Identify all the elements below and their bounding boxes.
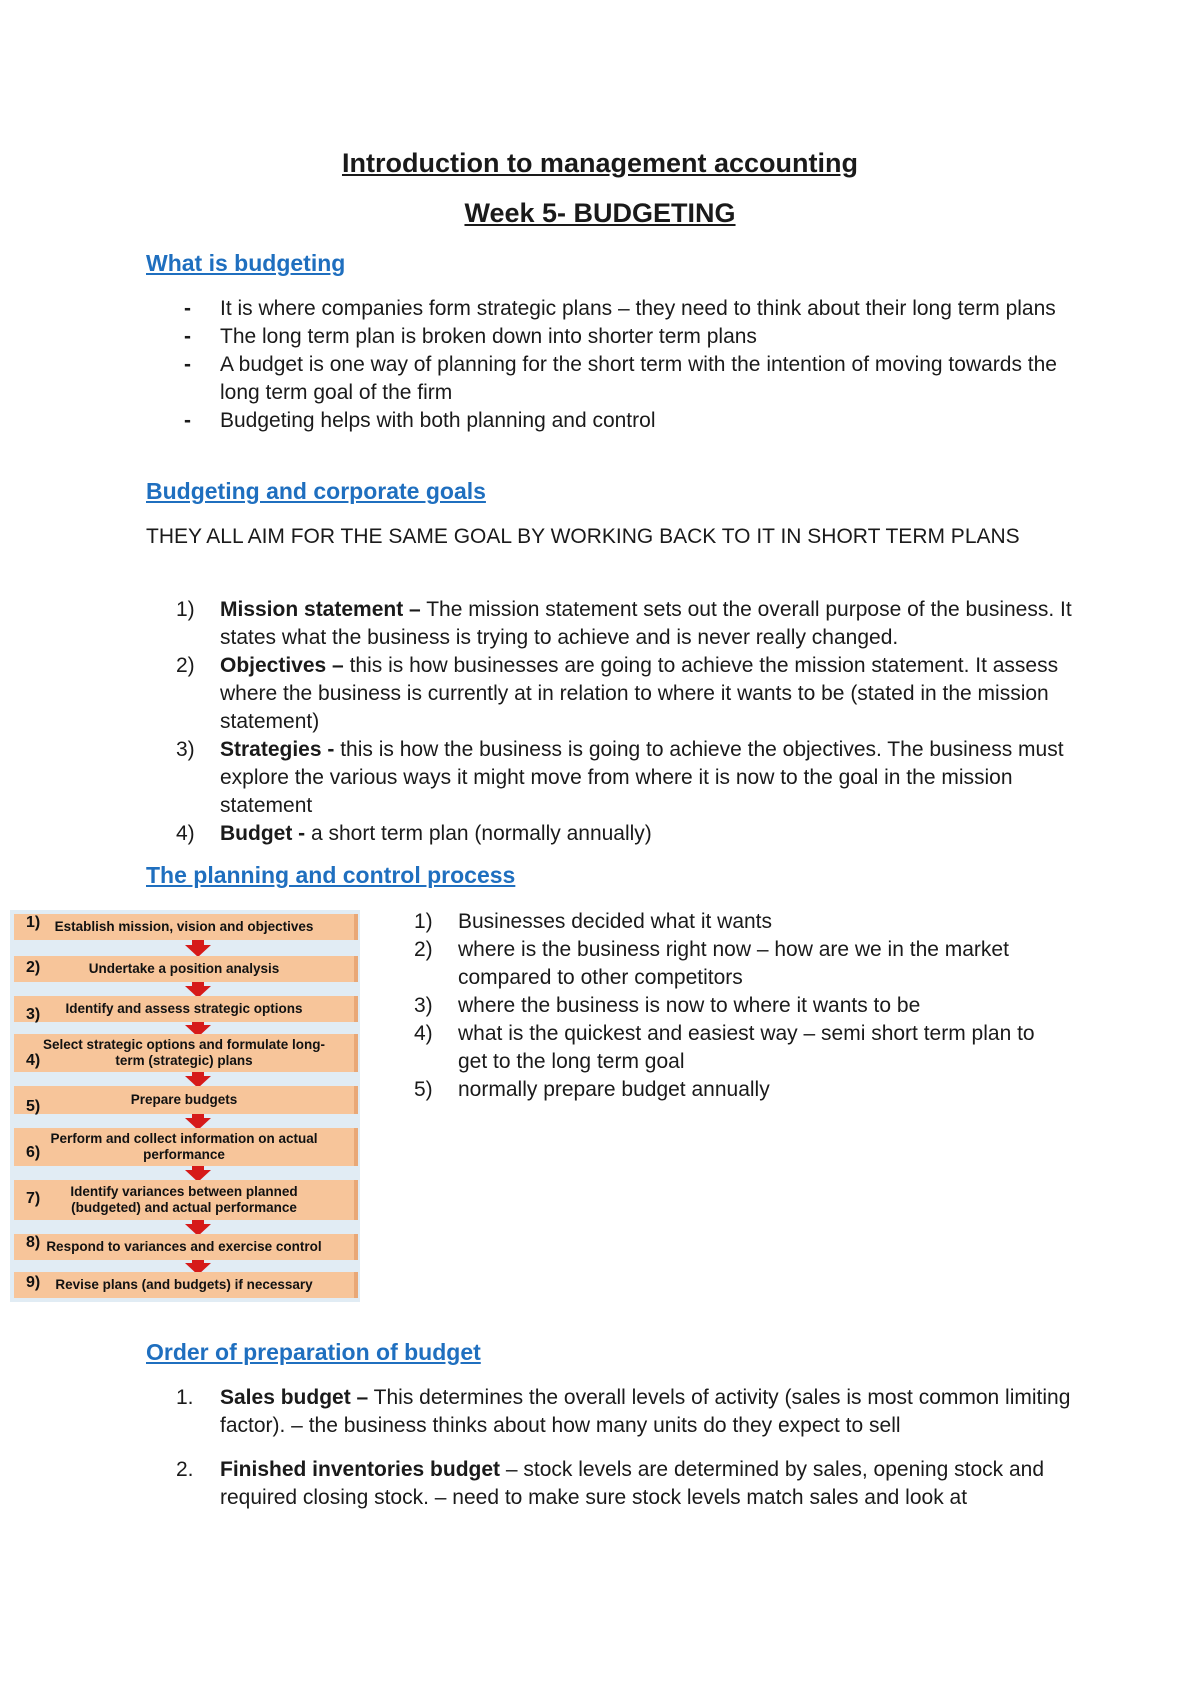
list-item: 2) where is the business right now – how are we in the market compared to other competitors — [414, 938, 1009, 989]
flow-step-number: 6) — [26, 1144, 41, 1161]
corporate-goals-intro: THEY ALL AIM FOR THE SAME GOAL BY WORKING BACK TO IT IN SHORT TERM PLANS — [146, 525, 1020, 548]
document-subtitle: Week 5- BUDGETING — [464, 198, 736, 228]
list-item: 2. Finished inventories budget – stock levels are determined by sales, opening stock and required closing stock. – need to make sure stock levels match sales and look at — [176, 1458, 1045, 1509]
corporate-goals-list — [146, 596, 1076, 848]
list-item: - It is where companies form strategic plans – they need to think about their long term plans — [184, 297, 1056, 320]
flow-step-3: Identify and assess strategic options — [14, 996, 358, 1022]
flow-step-number: 3) — [26, 1006, 41, 1023]
flow-step-number: 4) — [26, 1052, 41, 1069]
flow-step-1: Establish mission, vision and objectives — [14, 914, 358, 940]
flow-step-6: Perform and collect information on actual performance — [14, 1128, 358, 1166]
budgeting-bullet-list — [146, 295, 1066, 435]
list-item: 3) Strategies - this is how the business is going to achieve the objectives. The business must explore the various ways it might move from where it is now to the goal in the mission statement — [176, 738, 1064, 817]
section-heading-order-of-preparation: Order of preparation of budget — [146, 1339, 481, 1365]
flow-step-number: 7) — [26, 1190, 41, 1207]
flow-step-number: 8) — [26, 1234, 41, 1251]
budget-order-list — [146, 1384, 1076, 1512]
flow-step-number: 9) — [26, 1274, 41, 1291]
section-heading-what-is-budgeting: What is budgeting — [146, 250, 346, 276]
flow-step-number: 2) — [26, 959, 41, 976]
flow-step-7: Identify variances between planned (budgeted) and actual performance — [14, 1180, 358, 1220]
list-item: 1) Businesses decided what it wants — [414, 910, 773, 933]
list-item: 3) where the business is now to where it wants to be — [414, 994, 921, 1017]
planning-control-list — [384, 908, 1064, 1104]
list-item: 4) Budget - a short term plan (normally annually) — [176, 822, 652, 845]
list-item: 2) Objectives – this is how businesses are going to achieve the mission statement. It assess where the business is currently at in relation to where it wants to be (stated in the mission statement) — [176, 654, 1059, 733]
flow-step-5: Prepare budgets — [14, 1086, 358, 1114]
flow-step-8: Respond to variances and exercise control — [14, 1234, 358, 1260]
list-item: - A budget is one way of planning for the short term with the intention of moving towards the long term goal of the firm — [184, 353, 1057, 404]
flow-step-number: 5) — [26, 1098, 41, 1115]
list-item: 1. Sales budget – This determines the overall levels of activity (sales is most common limiting factor). – the business thinks about how many units do they expect to sell — [176, 1386, 1071, 1437]
flow-step-2: Undertake a position analysis — [14, 956, 358, 982]
section-heading-planning-control: The planning and control process — [146, 862, 516, 888]
list-item: - Budgeting helps with both planning and control — [184, 409, 656, 432]
flow-step-4: Select strategic options and formulate long-term (strategic) plans — [14, 1034, 358, 1072]
flow-step-number: 1) — [26, 914, 41, 931]
list-item: 5) normally prepare budget annually — [414, 1078, 770, 1101]
planning-control-flow-diagram — [10, 910, 360, 1302]
flow-step-9: Revise plans (and budgets) if necessary — [14, 1272, 358, 1298]
section-heading-corporate-goals: Budgeting and corporate goals — [146, 478, 486, 504]
list-item: 1) Mission statement – The mission statement sets out the overall purpose of the business. It states what the business is trying to achieve and is never really changed. — [176, 598, 1072, 649]
list-item: 4) what is the quickest and easiest way – semi short term plan to get to the long term goal — [414, 1022, 1035, 1073]
document-title: Introduction to management accounting — [341, 148, 858, 178]
list-item: - The long term plan is broken down into shorter term plans — [184, 325, 757, 348]
